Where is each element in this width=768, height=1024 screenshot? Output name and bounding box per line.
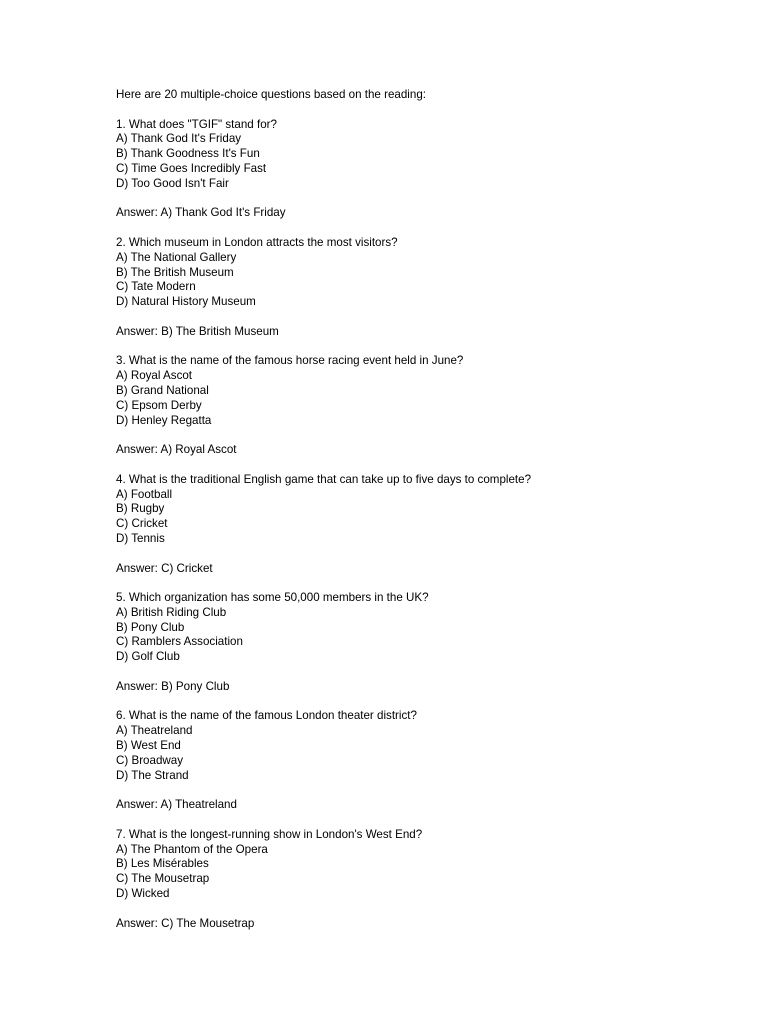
option-d: D) Tennis — [116, 531, 165, 545]
option-a: A) Royal Ascot — [116, 369, 193, 383]
spacer — [116, 695, 716, 710]
question-text: 5. Which organization has some 50,000 members in the UK? — [116, 591, 429, 605]
answer-text: Answer: B) Pony Club — [116, 679, 230, 693]
question-block — [116, 118, 716, 236]
question-text: 7. What is the longest-running show in London's West End? — [116, 827, 423, 841]
option-b: B) Pony Club — [116, 620, 185, 634]
intro-text: Here are 20 multiple-choice questions based on the reading: — [116, 88, 427, 101]
option-d: D) Wicked — [116, 887, 170, 901]
question-block — [116, 591, 716, 709]
option-a: A) Football — [116, 487, 173, 501]
spacer — [116, 813, 716, 828]
question-text: 2. Which museum in London attracts the most visitors? — [116, 235, 398, 249]
document-body — [116, 88, 716, 931]
option-c: C) Epsom Derby — [116, 398, 202, 412]
question-block — [116, 828, 716, 932]
option-d: D) Too Good Isn't Fair — [116, 176, 229, 190]
answer-text: Answer: A) Theatreland — [116, 798, 237, 812]
option-d: D) Henley Regatta — [116, 413, 212, 427]
question-text: 6. What is the name of the famous London theater district? — [116, 709, 417, 723]
spacer — [116, 428, 716, 443]
option-b: B) Les Misérables — [116, 857, 209, 871]
option-b: B) Thank Goodness It's Fun — [116, 147, 260, 161]
option-d: D) Golf Club — [116, 650, 180, 664]
option-a: A) Thank God It's Friday — [116, 132, 242, 146]
spacer — [116, 340, 716, 355]
option-b: B) Rugby — [116, 502, 165, 516]
spacer — [116, 458, 716, 473]
spacer — [116, 103, 716, 118]
option-a: A) Theatreland — [116, 724, 193, 738]
spacer — [116, 665, 716, 680]
option-c: C) Ramblers Association — [116, 635, 243, 649]
spacer — [116, 310, 716, 325]
option-a: A) The Phantom of the Opera — [116, 842, 268, 856]
option-c: C) Time Goes Incredibly Fast — [116, 161, 267, 175]
question-text: 3. What is the name of the famous horse racing event held in June? — [116, 354, 464, 368]
option-c: C) Tate Modern — [116, 280, 196, 294]
spacer — [116, 902, 716, 917]
spacer — [116, 547, 716, 562]
question-block — [116, 473, 716, 591]
question-block — [116, 236, 716, 354]
question-text: 1. What does "TGIF" stand for? — [116, 117, 277, 131]
answer-text: Answer: A) Thank God It's Friday — [116, 206, 286, 220]
option-b: B) West End — [116, 739, 181, 753]
question-block — [116, 709, 716, 827]
option-c: C) Cricket — [116, 517, 168, 531]
question-text: 4. What is the traditional English game that can take up to five days to complete? — [116, 472, 532, 486]
option-d: D) The Strand — [116, 768, 189, 782]
answer-text: Answer: C) The Mousetrap — [116, 916, 255, 930]
option-b: B) Grand National — [116, 383, 209, 397]
answer-text: Answer: C) Cricket — [116, 561, 213, 575]
answer-text: Answer: A) Royal Ascot — [116, 443, 237, 457]
answer-text: Answer: B) The British Museum — [116, 324, 279, 338]
option-c: C) The Mousetrap — [116, 872, 210, 886]
spacer — [116, 783, 716, 798]
option-b: B) The British Museum — [116, 265, 234, 279]
option-a: A) The National Gallery — [116, 250, 237, 264]
option-c: C) Broadway — [116, 753, 184, 767]
spacer — [116, 576, 716, 591]
option-a: A) British Riding Club — [116, 605, 227, 619]
spacer — [116, 221, 716, 236]
option-d: D) Natural History Museum — [116, 295, 256, 309]
question-block — [116, 354, 716, 472]
spacer — [116, 192, 716, 207]
